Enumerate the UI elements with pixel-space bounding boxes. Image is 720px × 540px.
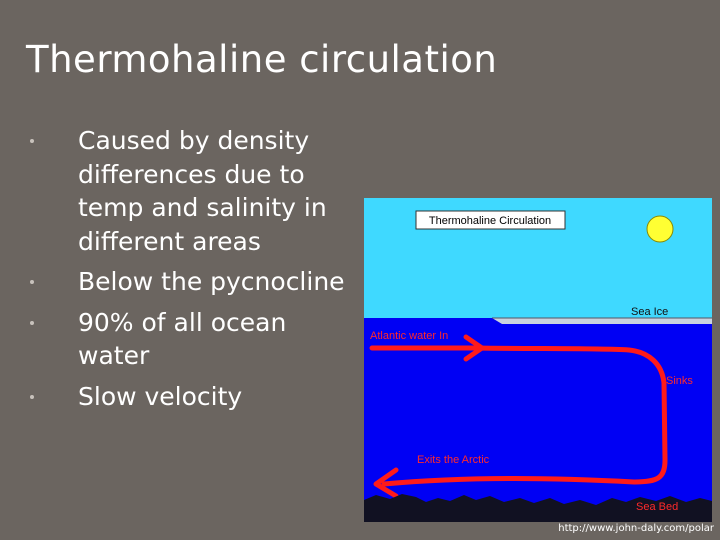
sea-ice-shape bbox=[492, 318, 712, 324]
bullet-item bbox=[0, 380, 360, 414]
label-atlantic-in: Atlantic water In bbox=[370, 330, 449, 342]
bullet-dot-icon bbox=[30, 139, 34, 143]
bullet-text: Below the pycnocline bbox=[78, 267, 345, 296]
bullet-text: Slow velocity bbox=[78, 381, 243, 411]
label-sea-bed: Sea Bed bbox=[636, 501, 679, 513]
bullet-text: Caused by density differences due to temp and salinity in different areas bbox=[78, 126, 327, 256]
label-sinks: Sinks bbox=[666, 375, 693, 387]
bullet-text: 90% of all ocean water bbox=[78, 307, 287, 370]
bullet-item bbox=[0, 306, 360, 373]
bullet-item bbox=[0, 124, 360, 258]
bullet-list bbox=[0, 124, 360, 420]
thermohaline-diagram bbox=[364, 198, 712, 522]
slide-title: Thermohaline circulation bbox=[26, 38, 498, 81]
bullet-dot-icon bbox=[30, 321, 34, 325]
label-sea-ice: Sea Ice bbox=[631, 306, 669, 318]
label-exits: Exits the Arctic bbox=[417, 454, 490, 466]
diagram-title: Thermohaline Circulation bbox=[428, 215, 552, 227]
source-url: http://www.john-daly.com/polar bbox=[558, 523, 714, 534]
bullet-dot-icon bbox=[30, 395, 34, 399]
bullet-item bbox=[0, 265, 360, 299]
sun-icon bbox=[647, 216, 673, 242]
bullet-dot-icon bbox=[30, 280, 34, 284]
